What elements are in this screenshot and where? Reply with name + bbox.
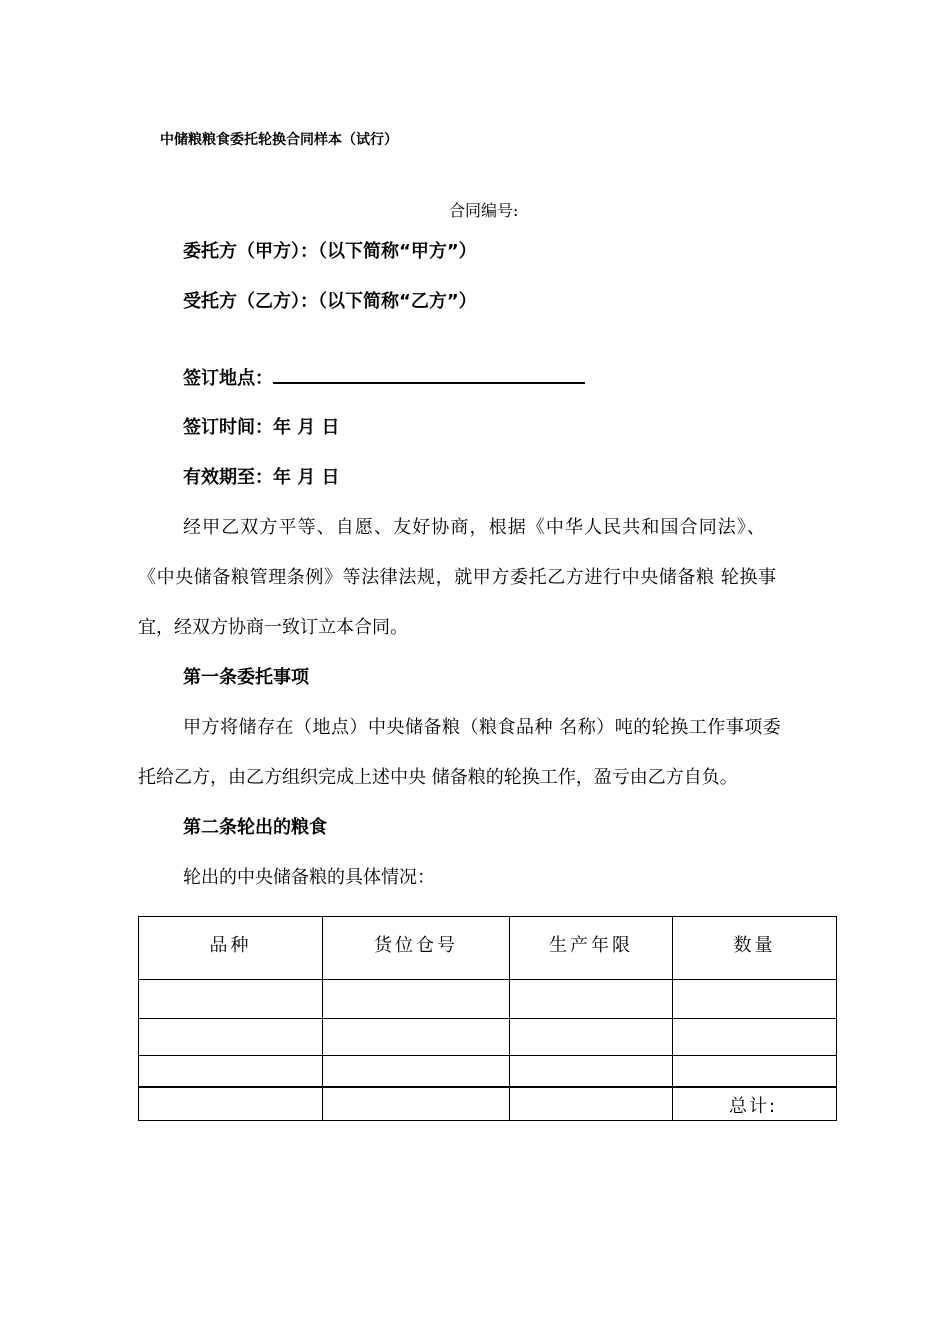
header-quantity: 数量 [673, 917, 837, 980]
header-production-year: 生产年限 [510, 917, 673, 980]
table-cell [139, 1019, 323, 1056]
table-cell [139, 1087, 323, 1121]
grain-table [138, 916, 837, 1121]
table-cell [139, 1056, 323, 1088]
table-cell [510, 1056, 673, 1088]
article-2-heading: 第二条轮出的粮食 [183, 817, 327, 838]
article-2-intro: 轮出的中央储备粮的具体情况： [183, 867, 435, 888]
party-b-line: 受托方（乙方）：（以下简称“乙方”） [183, 291, 477, 312]
preamble-line-1: 经甲乙双方平等、自愿、友好协商，根据《中华人民共和国合同法》、 [183, 517, 767, 538]
sign-place-line [183, 364, 585, 390]
table-row [139, 1056, 837, 1088]
table-cell [139, 980, 323, 1019]
total-label: 总计: [729, 1096, 778, 1117]
party-a-line: 委托方（甲方）：（以下简称“甲方”） [183, 241, 477, 262]
sign-place-label: 签订地点： [183, 368, 273, 389]
preamble-line-3: 宜，经双方协商一致订立本合同。 [138, 617, 408, 638]
table-cell [510, 980, 673, 1019]
table-cell [673, 1056, 837, 1088]
article-1-line-2: 托给乙方，由乙方组织完成上述中央 储备粮的轮换工作，盈亏由乙方自负。 [138, 767, 738, 788]
document-title: 中储粮粮食委托轮换合同样本（试行） [160, 132, 398, 148]
valid-until-line: 有效期至：年 月 日 [183, 467, 340, 488]
table-cell [673, 1019, 837, 1056]
preamble-line-2: 《中央储备粮管理条例》等法律法规，就甲方委托乙方进行中央储备粮 轮换事 [138, 567, 777, 588]
table-cell [673, 980, 837, 1019]
table-cell [510, 1087, 673, 1121]
table-cell [323, 1087, 510, 1121]
article-1-line-1: 甲方将储存在（地点）中央储备粮（粮食品种 名称）吨的轮换工作事项委 [183, 717, 782, 738]
sign-time-line: 签订时间：年 月 日 [183, 417, 340, 438]
table-header-row [139, 917, 837, 980]
table-total-row [139, 1087, 837, 1121]
contract-number-label: 合同编号: [449, 201, 519, 220]
table-cell [323, 1019, 510, 1056]
table-cell [323, 980, 510, 1019]
table-cell [323, 1056, 510, 1088]
sign-place-blank [273, 364, 585, 384]
header-location: 货位仓号 [323, 917, 510, 980]
table-row [139, 980, 837, 1019]
total-cell [673, 1087, 837, 1121]
table-cell [510, 1019, 673, 1056]
header-variety: 品种 [139, 917, 323, 980]
article-1-heading: 第一条委托事项 [183, 667, 309, 688]
table-row [139, 1019, 837, 1056]
